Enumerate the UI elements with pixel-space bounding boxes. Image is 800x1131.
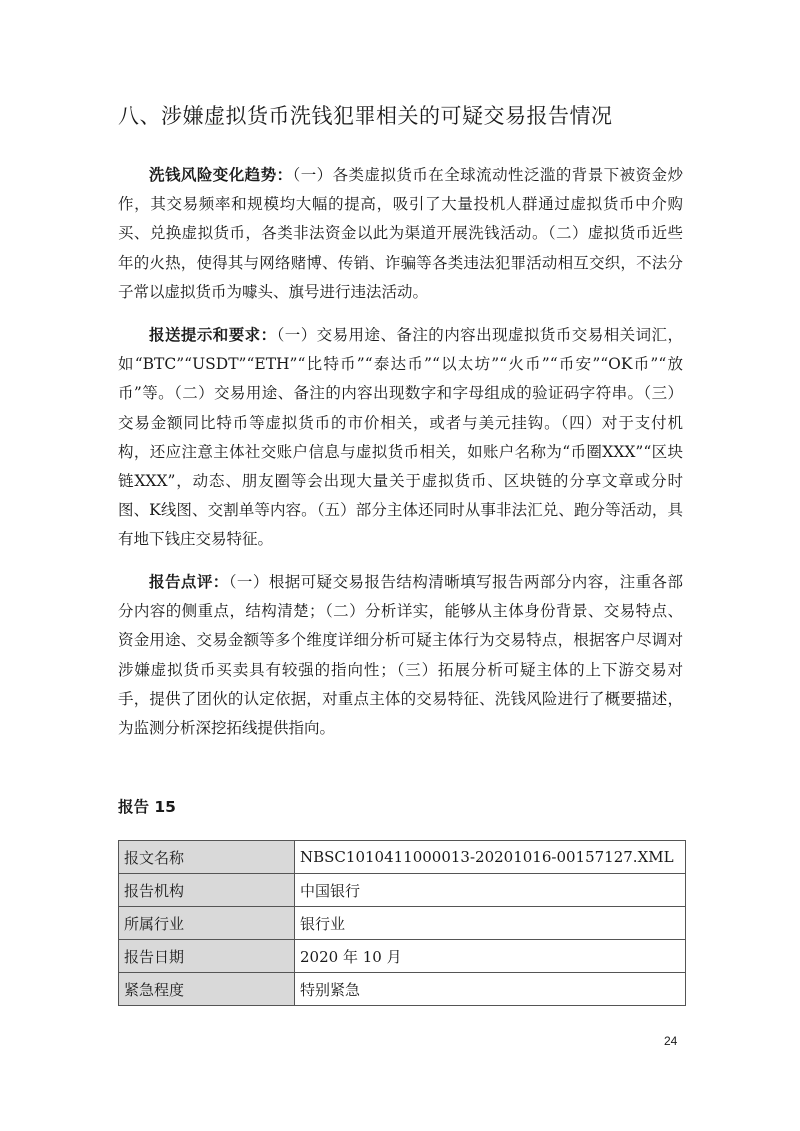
table-key-cell: 紧急程度 — [119, 973, 295, 1006]
table-key-cell: 报告日期 — [119, 940, 295, 973]
table-value-cell: 银行业 — [295, 907, 686, 940]
table-value-cell: NBSC1010411000013-20201016-00157127.XML — [295, 841, 686, 874]
report-heading: 报告 15 — [118, 798, 176, 816]
paragraph-lead: 报送提示和要求： — [149, 326, 277, 344]
paragraph-lead: 洗钱风险变化趋势： — [149, 166, 293, 184]
table-row — [119, 841, 686, 874]
section-title: 八、涉嫌虚拟货币洗钱犯罪相关的可疑交易报告情况 — [118, 104, 613, 128]
paragraph-lead: 报告点评： — [149, 573, 229, 591]
table-row — [119, 973, 686, 1006]
paragraph-body: （一）各类虚拟货币在全球流动性泛滥的背景下被资金炒作，其交易频率和规模均大幅的提高，吸引了大量投机人群通过虚拟货币中介购买、兑换虚拟货币，各类非法资金以此为渠道开展洗钱活动。（二）虚拟货币近些年的火热，使得其与网络赌博、传销、诈骗等各类违法犯罪活动相互交织，不法分子常以虚拟货币为噱头、旗号进行违法活动。 — [118, 166, 683, 301]
table-key-cell: 所属行业 — [119, 907, 295, 940]
table-value-cell: 2020 年 10 月 — [295, 940, 686, 973]
paragraph-body: （一）交易用途、备注的内容出现虚拟货币交易相关词汇，如“BTC”“USDT”“ETH”“比特币”“泰达币”“以太坊”“火币”“币安”“OK币”“放币”等。（二）交易用途、备注的内容出现数字和字母组成的验证码字符串。（三）交易金额同比特币等虚拟货币的市价相关，或者与美元挂钩。（四）对于支付机构，还应注意主体社交账户信息与虚拟货币相关，如账户名称为“币圈XXX”“区块链XXX”，动态、朋友圈等会出现大量关于虚拟货币、区块链的分享文章或分时图、K线图、交割单等内容。（五）部分主体还同时从事非法汇兑、跑分等活动，具有地下钱庄交易特征。 — [118, 326, 683, 549]
paragraph-body: （一）根据可疑交易报告结构清晰填写报告两部分内容，注重各部分内容的侧重点，结构清楚；（二）分析详实，能够从主体身份背景、交易特点、资金用途、交易金额等多个维度详细分析可疑主体行为交易特点，根据客户尽调对涉嫌虚拟货币买卖具有较强的指向性；（三）拓展分析可疑主体的上下游交易对手，提供了团伙的认定依据，对重点主体的交易特征、洗钱风险进行了概要描述，为监测分析深挖拓线提供指向。 — [118, 573, 683, 738]
report-info-table — [118, 840, 686, 1006]
paragraph-report-requirements — [118, 321, 683, 555]
page-number: 24 — [664, 1034, 678, 1048]
table-key-cell: 报告机构 — [119, 874, 295, 907]
table-row — [119, 940, 686, 973]
paragraph-report-review — [118, 568, 683, 743]
table-row — [119, 874, 686, 907]
table-value-cell: 特别紧急 — [295, 973, 686, 1006]
table-value-cell: 中国银行 — [295, 874, 686, 907]
paragraph-risk-trend — [118, 161, 683, 307]
table-row — [119, 907, 686, 940]
table-key-cell: 报文名称 — [119, 841, 295, 874]
